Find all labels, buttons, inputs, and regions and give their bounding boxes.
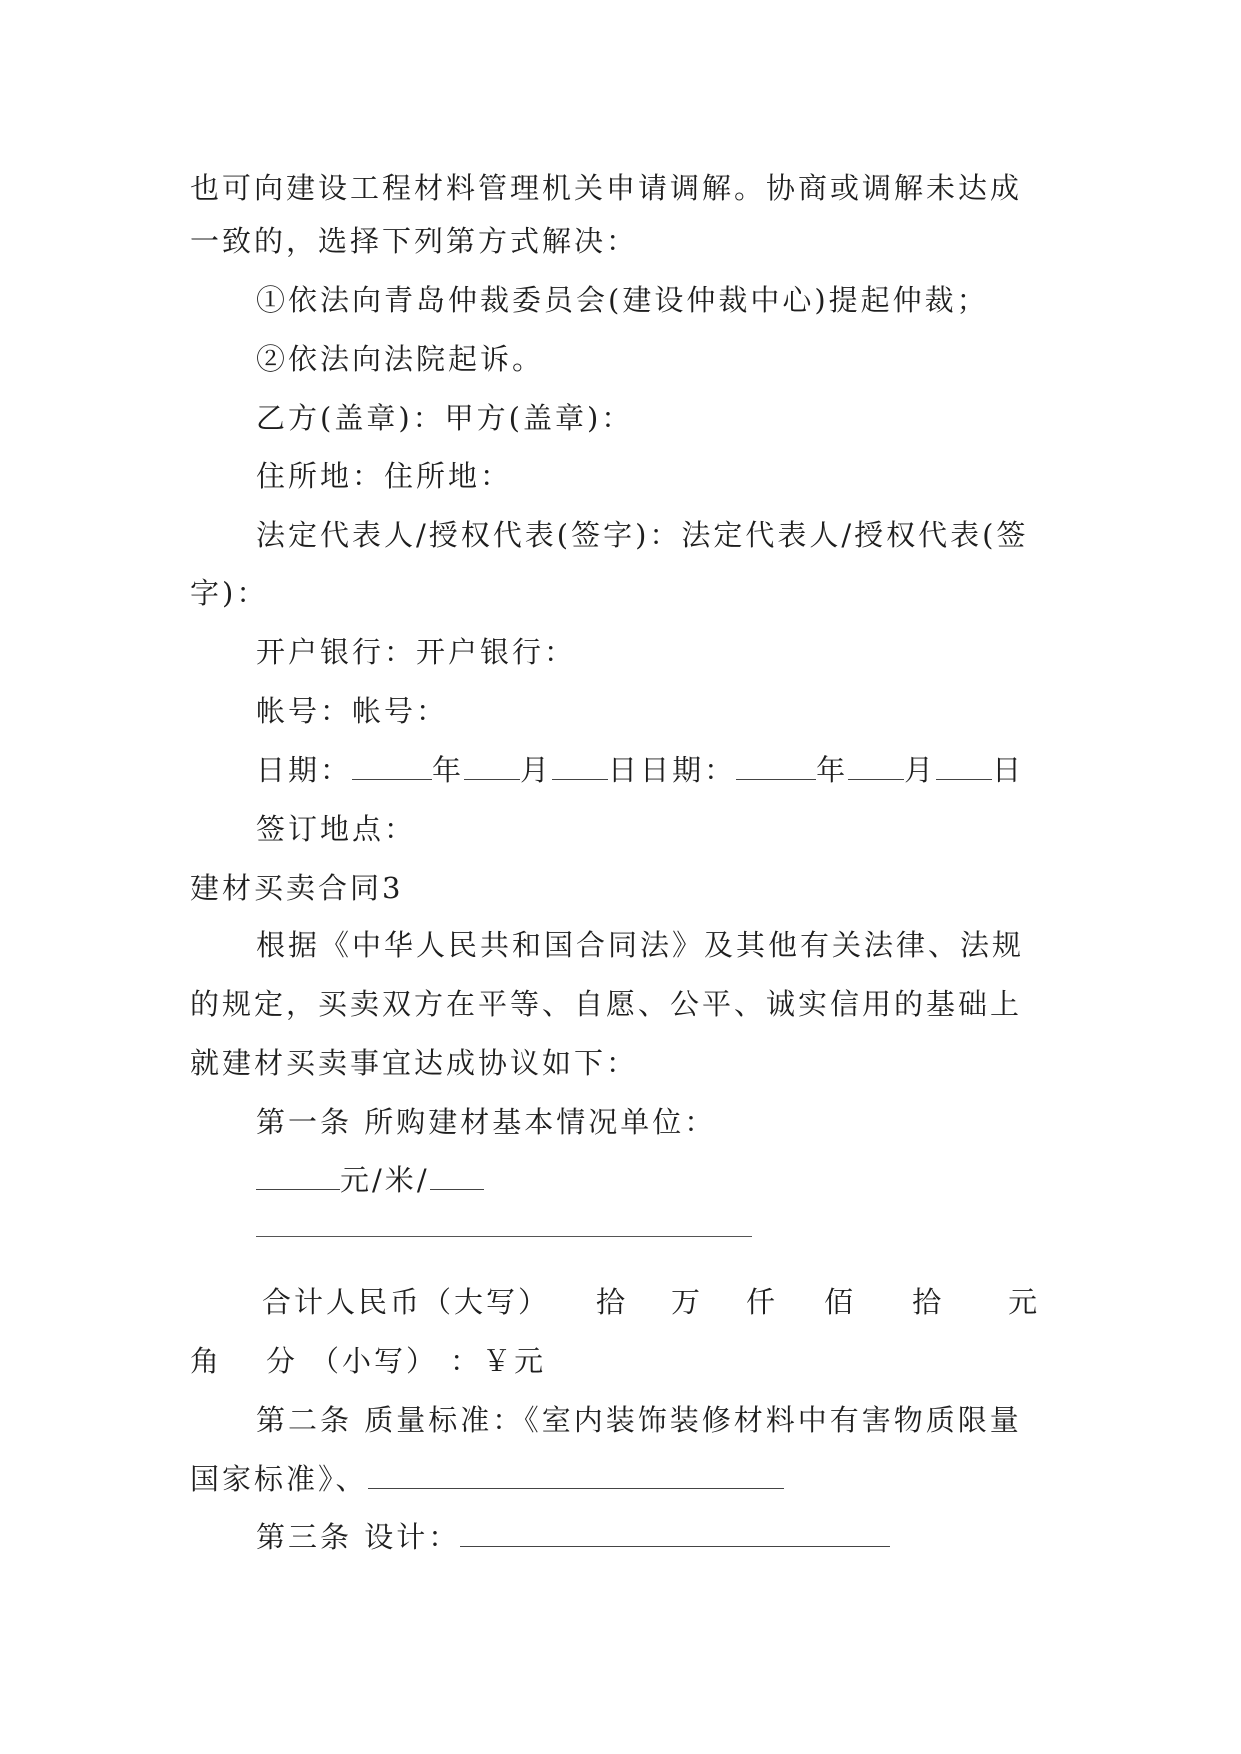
standard-name: 国家标准》、 — [190, 1462, 368, 1496]
amount-unit: 元 — [1008, 1285, 1041, 1319]
amount-unit: 拾 — [596, 1285, 629, 1319]
amount-unit: 分 — [266, 1344, 299, 1378]
text-line — [190, 1459, 784, 1499]
blank-field — [464, 753, 520, 780]
section-heading: 建材买卖合同3 — [190, 871, 404, 905]
unit-slash: / — [416, 1163, 430, 1197]
address-line: 住所地：住所地： — [256, 459, 513, 493]
month-label: 月 — [520, 753, 553, 787]
day-label: 日 — [608, 753, 641, 787]
currency-value: ￥元 — [482, 1344, 547, 1378]
design-label: 第三条 设计： — [256, 1520, 461, 1554]
blank-field — [256, 1163, 340, 1190]
amount-unit: 万 — [671, 1285, 704, 1319]
account-line: 帐号：帐号： — [256, 694, 449, 728]
text-line: ②依法向法院起诉。 — [256, 342, 545, 376]
unit-slash: / — [372, 1163, 385, 1197]
text-line: 就建材买卖事宜达成协议如下： — [190, 1046, 639, 1080]
total-amount-line — [262, 1282, 1040, 1322]
amount-unit: 拾 — [912, 1285, 945, 1319]
blank-rule — [256, 1236, 752, 1237]
blank-field — [848, 753, 904, 780]
text-line: 一致的，选择下列第方式解决： — [190, 224, 639, 258]
blank-field — [430, 1163, 484, 1190]
year-label: 年 — [432, 753, 465, 787]
blank-field — [368, 1462, 784, 1489]
month-label: 月 — [904, 753, 937, 787]
signing-place-line: 签订地点： — [256, 812, 417, 846]
total-prefix: 合计人民币（大写） — [262, 1285, 551, 1319]
text-line: 根据《中华人民共和国合同法》及其他有关法律、法规 — [256, 928, 1025, 962]
amount-unit: 角 — [190, 1344, 223, 1378]
date-label: 日期： — [640, 753, 737, 787]
text-line: 也可向建设工程材料管理机关申请调解。协商或调解未达成 — [190, 171, 1023, 205]
blank-field — [936, 753, 992, 780]
blank-field — [552, 753, 608, 780]
amount-unit: 仟 — [746, 1285, 779, 1319]
total-amount-line-2 — [190, 1341, 546, 1381]
small-label: （小写） — [310, 1344, 439, 1378]
bank-line: 开户银行：开户银行： — [256, 635, 577, 669]
unit-mi: 米 — [384, 1163, 417, 1197]
blank-field — [736, 753, 816, 780]
colon: ： — [450, 1344, 483, 1378]
text-line: 的规定，买卖双方在平等、自愿、公平、诚实信用的基础上 — [190, 987, 1023, 1021]
blank-field — [352, 753, 432, 780]
article-two: 第二条 质量标准：《室内装饰装修材料中有害物质限量 — [256, 1403, 1022, 1437]
day-label: 日 — [992, 753, 1025, 787]
article-three — [256, 1517, 890, 1557]
blank-field — [460, 1520, 890, 1547]
year-label: 年 — [816, 753, 849, 787]
text-line: ①依法向青岛仲裁委员会(建设仲裁中心)提起仲裁； — [256, 283, 989, 317]
unit-yuan: 元 — [340, 1163, 373, 1197]
unit-line — [256, 1160, 484, 1200]
amount-unit: 佰 — [824, 1285, 857, 1319]
text-line: 字)： — [190, 576, 269, 610]
article-one: 第一条 所购建材基本情况单位： — [256, 1105, 717, 1139]
date-label: 日期： — [256, 753, 353, 787]
date-line — [256, 750, 1024, 790]
signature-party-line: 乙方(盖章)：甲方(盖章)： — [256, 401, 634, 435]
representative-line: 法定代表人/授权代表(签字)：法定代表人/授权代表(签 — [256, 518, 1029, 552]
